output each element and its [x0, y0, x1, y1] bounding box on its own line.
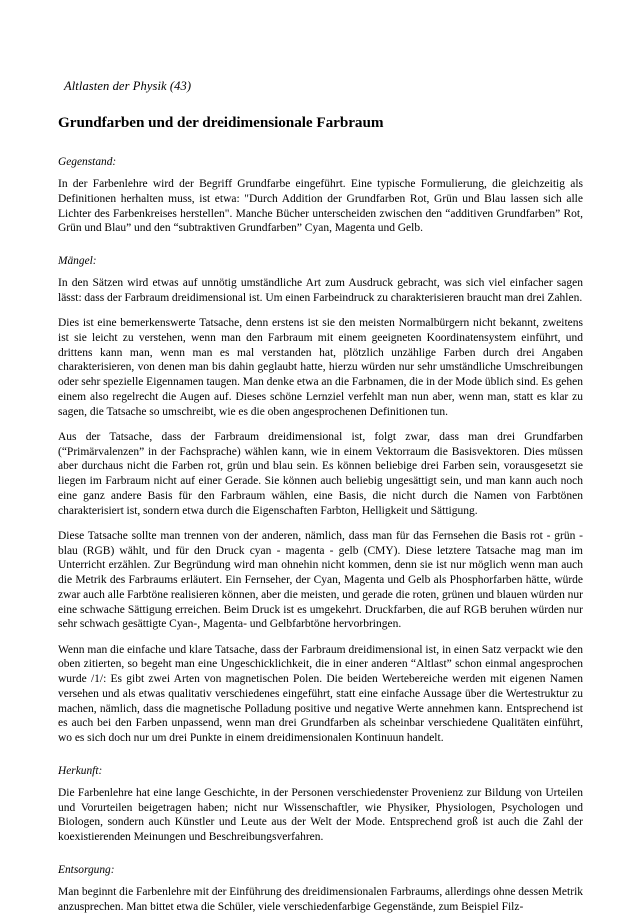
section-label-herkunft: Herkunft:: [58, 764, 103, 777]
paragraph: Die Farbenlehre hat eine lange Geschichte, in der Personen verschiedenster Provenienz zur Bildung von Urteilen und Vorurteilen beigetragen haben; nicht nur Wissenschaftler, wie Physiker, Physiologen, Psychologen und Biologen, sondern auch Künstler und Leute aus der Welt der Mode. Entsprechend groß ist auch die Zahl der koexistierenden Meinungen und Beschreibungsverfahren.: [58, 786, 583, 843]
section-label-maengel: Mängel:: [58, 255, 97, 267]
paragraph: Wenn man die einfache und klare Tatsache, dass der Farbraum dreidimensional ist, in einen Satz verpackt wie den oben zitierten, so begeht man eine Ungeschicklichkeit, die in einer anderen “Altlast” schon einmal angesprochen wurde /1/: Es gibt zwei Arten von magnetischen Polen. Die beiden Wertebereiche werden mit eigenen Namen versehen und als etwas qualitativ verschiedenes eingeführt, statt eine einfache Aussage über die Wertestruktur zu machen, nämlich, dass die magnetische Polladung positive und negative Werte annehmen kann. Entsprechend ist es auch bei den Farben unpassend, wenn man drei Grundfarben als scheinbar verschiedene Qualitäten einführt, wo es sich doch nur um drei Punkte in einem dreidimensionalen Kontinuun handelt.: [58, 643, 583, 744]
paragraph: Aus der Tatsache, dass der Farbraum dreidimensional ist, folgt zwar, dass man drei Grundfarben (“Primärvalenzen” in der Fachsprache) wählen kann, wie in einem Vektorraum die Basisvektoren. Dies müssen aber durchaus nicht die Farben rot, grün und blau sein. Es können beliebige drei Farben sein, vorausgesetzt sie liegen im Farbraum nicht auf einer Gerade. Sie können auch beliebig ungesättigt sein, und man kann auch noch eine ganz andere Basis für den Farbraum wählen, eine Basis, die nicht durch die Namen von Farbtönen charakterisiert ist, sondern etwa durch die Eigenschaften Farbton, Helligkeit und Sättigung.: [58, 430, 583, 517]
section-label-gegenstand: Gegenstand:: [58, 156, 117, 168]
section-maengel: [58, 254, 583, 746]
section-entsorgung: [58, 863, 583, 914]
paragraph: Man beginnt die Farbenlehre mit der Einführung des dreidimensionalen Farbraums, allerdings ohne dessen Metrik anzusprechen. Man bittet etwa die Schüler, viele verschiedenfarbige Gegenstände, zum Beispiel Filz-: [58, 885, 584, 913]
section-gegenstand: [58, 155, 583, 236]
section-herkunft: [58, 764, 583, 845]
running-head: Altlasten der Physik (43): [64, 79, 192, 93]
section-label-entsorgung: Entsorgung:: [58, 863, 115, 876]
paragraph: In den Sätzen wird etwas auf unnötig umständliche Art zum Ausdruck gebracht, was sich viel einfacher sagen lässt: dass der Farbraum dreidimensional ist. Um einen Farbeindruck zu charakterisieren braucht man drei Zahlen.: [58, 277, 583, 304]
paragraph: In der Farbenlehre wird der Begriff Grundfarbe eingeführt. Eine typische Formulierung, die gleichzeitig als Definitionen herhalten muss, ist etwa: "Durch Addition der Grundfarben Rot, Grün und Blau lassen sich alle Lichter des Farbenkreises herstellen". Manche Bücher unterscheiden zwischen den “additiven Grundfarben” Rot, Grün und Blau” und den “subtraktiven Grundfarben” Cyan, Magenta und Gelb.: [58, 178, 583, 235]
paragraph: Dies ist eine bemerkenswerte Tatsache, denn erstens ist sie den meisten Normalbürgern nicht bekannt, zweitens ist sie leicht zu verstehen, wenn man den Farbraum mit einem geeigneten Koordinatensystem einführt, und drittens kann man, wenn man es mal verstanden hat, plötzlich unzählige Farben durch drei Angaben charakterisieren, von denen man bis dahin geglaubt hatte, hierzu würden nur sehr umständliche Umschreibungen oder sehr spezielle Eigennamen taugen. Man denke etwa an die Farbnamen, die in der Mode üblich sind. Es gehen einem also regelrecht die Augen auf. Dieses schöne Lernziel verfehlt man nun aber, wenn man, statt es klar zu sagen, die Tatsache so umschreibt, wie es die oben angesprochenen Definitionen tun.: [58, 317, 583, 418]
page-title: Grundfarben und der dreidimensionale Farbraum: [58, 114, 384, 131]
paragraph: Diese Tatsache sollte man trennen von der anderen, nämlich, dass man für das Fernsehen die Basis rot - grün - blau (RGB) wählt, und für den Druck cyan - magenta - gelb (CMY). Diese letztere Tatsache mag man im Unterricht erzählen. Zur Begründung wird man ohnehin nicht kommen, denn sie ist nur möglich wenn man auch die Metrik des Farbraums erläutert. Ein Fernseher, der Cyan, Magenta und Gelb als Phosphorfarben hätte, würde zwar auch alle Farbtöne realisieren können, aber die meisten, und gerade die roten, grünen und blauen würden nur eine schwache Sättigung erreichen. Beim Druck ist es umgekehrt. Druckfarben, die auf RGB beruhen würden nur sehr schwach gesättigte Cyan-, Magenta- und Gelbfarbtöne hervorbringen.: [58, 529, 583, 631]
